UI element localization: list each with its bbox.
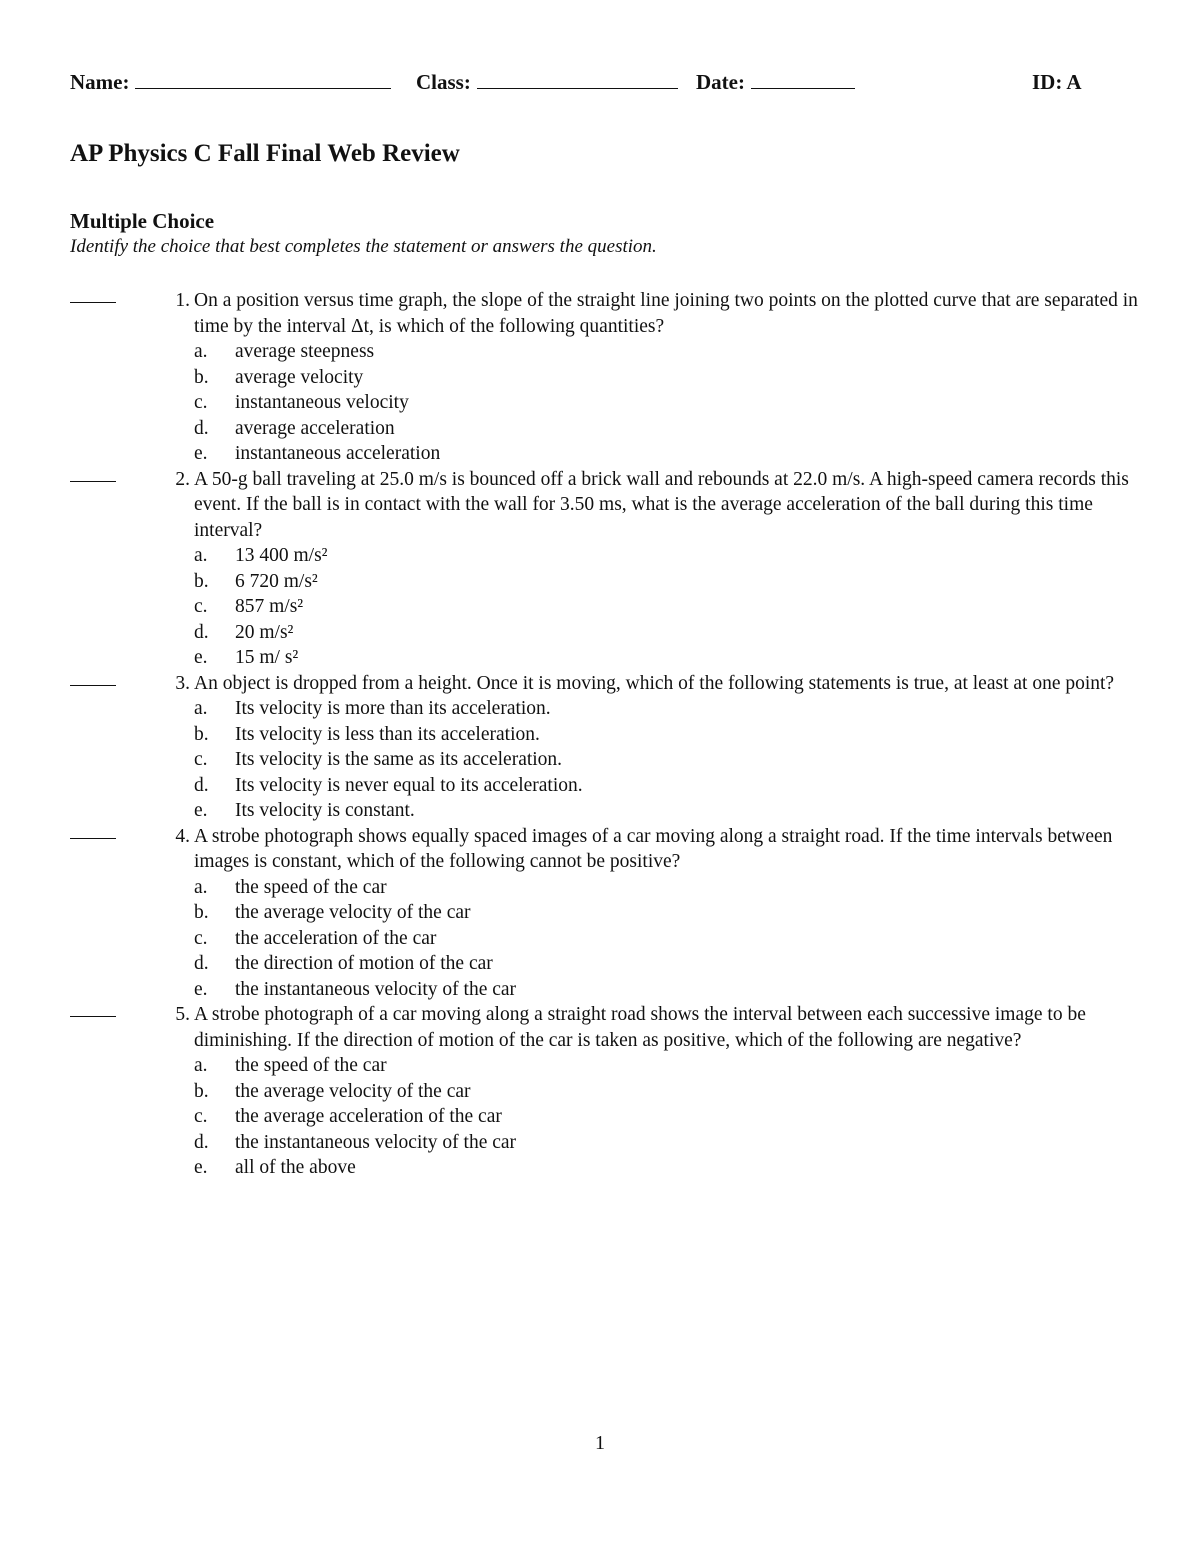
answer-choice: [194, 390, 1140, 416]
answer-choice: [194, 951, 1140, 977]
student-info-header: [70, 70, 1130, 100]
answer-blank[interactable]: [70, 302, 116, 303]
question-text: A strobe photograph of a car moving along a straight road shows the interval between each successive image to be diminishing. If the direction of motion of the car is taken as positive, which of the following are negative?: [194, 1004, 1086, 1051]
choice-letter: b.: [194, 902, 209, 923]
answer-choice: [194, 543, 1140, 569]
choice-text: the average acceleration of the car: [235, 1106, 502, 1127]
choice-letter: b.: [194, 570, 209, 592]
choice-text: 13 400 m/s²: [235, 545, 328, 566]
choice-letter: a.: [194, 1055, 208, 1076]
choice-text: the average velocity of the car: [235, 1080, 471, 1102]
answer-choice: [194, 365, 1140, 391]
choice-text: Its velocity is less than its acceleration.: [235, 723, 540, 745]
name-blank[interactable]: [135, 72, 391, 89]
choice-letter: c.: [194, 749, 208, 770]
choice-letter: d.: [194, 1131, 209, 1153]
choice-letter: d.: [194, 953, 209, 974]
question-number: 2.: [175, 468, 190, 490]
answer-blank[interactable]: [70, 838, 116, 839]
id-label: ID: A: [1032, 70, 1082, 94]
question-text: An object is dropped from a height. Once it is moving, which of the following statements is true, at least at one point?: [194, 672, 1115, 694]
choice-text: the acceleration of the car: [235, 927, 437, 949]
answer-choice: [194, 977, 1140, 1003]
answer-choice: [194, 722, 1140, 748]
answer-choice: [194, 1104, 1140, 1130]
page-number: 1: [595, 1432, 605, 1454]
question-item: [70, 824, 1140, 1003]
question-item: [70, 467, 1140, 671]
answer-choice: [194, 569, 1140, 595]
question-item: [70, 1002, 1140, 1181]
choice-list: [70, 339, 1140, 467]
date-field: [696, 70, 855, 95]
choice-letter: e.: [194, 443, 208, 464]
choice-text: Its velocity is more than its acceleration.: [235, 698, 551, 719]
name-label: Name:: [70, 70, 130, 94]
question-number: 4.: [175, 825, 190, 847]
choice-list: [70, 875, 1140, 1003]
answer-choice: [194, 1130, 1140, 1156]
question-number: 1.: [175, 290, 190, 311]
choice-letter: e.: [194, 1157, 208, 1178]
answer-choice: [194, 798, 1140, 824]
section-title: Multiple Choice: [70, 209, 215, 233]
choice-text: the speed of the car: [235, 1055, 387, 1076]
answer-choice: [194, 594, 1140, 620]
choice-text: the speed of the car: [235, 876, 387, 898]
choice-letter: c.: [194, 927, 208, 949]
choice-letter: a.: [194, 876, 208, 898]
choice-letter: b.: [194, 1080, 209, 1102]
choice-letter: a.: [194, 341, 208, 362]
choice-text: 15 m/ s²: [235, 647, 299, 668]
choice-letter: d.: [194, 417, 209, 439]
answer-choice: [194, 1155, 1140, 1181]
answer-choice: [194, 875, 1140, 901]
answer-choice: [194, 696, 1140, 722]
answer-choice: [194, 645, 1140, 671]
choice-text: average velocity: [235, 366, 364, 388]
class-label: Class:: [416, 70, 471, 94]
class-field: [416, 70, 678, 95]
question-text: A strobe photograph shows equally spaced images of a car moving along a straight road. If the time intervals between images is constant, which of the following cannot be positive?: [194, 825, 1113, 872]
choice-text: the average velocity of the car: [235, 902, 471, 923]
choice-text: average steepness: [235, 341, 375, 362]
choice-letter: c.: [194, 596, 208, 617]
date-blank[interactable]: [751, 72, 855, 89]
choice-letter: e.: [194, 647, 208, 668]
question-item: [70, 288, 1140, 467]
answer-blank[interactable]: [70, 685, 116, 686]
class-blank[interactable]: [477, 72, 678, 89]
choice-text: the instantaneous velocity of the car: [235, 1131, 517, 1153]
answer-choice: [194, 747, 1140, 773]
choice-text: 20 m/s²: [235, 621, 294, 643]
answer-choice: [194, 441, 1140, 467]
choice-text: Its velocity is never equal to its acceleration.: [235, 774, 583, 796]
name-field: [70, 70, 391, 95]
choice-letter: e.: [194, 978, 208, 1000]
choice-letter: d.: [194, 774, 209, 796]
question-item: [70, 671, 1140, 824]
choice-letter: d.: [194, 621, 209, 643]
question-number: 3.: [175, 672, 190, 694]
answer-choice: [194, 773, 1140, 799]
answer-choice: [194, 1053, 1140, 1079]
answer-choice: [194, 1079, 1140, 1105]
answer-blank[interactable]: [70, 1016, 116, 1017]
choice-text: the instantaneous velocity of the car: [235, 978, 517, 1000]
choice-text: Its velocity is constant.: [235, 800, 415, 821]
choice-letter: b.: [194, 723, 209, 745]
choice-text: all of the above: [235, 1157, 356, 1178]
answer-blank[interactable]: [70, 481, 116, 482]
choice-list: [70, 696, 1140, 824]
choice-list: [70, 1053, 1140, 1181]
answer-choice: [194, 416, 1140, 442]
choice-letter: a.: [194, 698, 208, 719]
choice-letter: b.: [194, 366, 209, 388]
date-label: Date:: [696, 70, 745, 94]
choice-letter: e.: [194, 800, 208, 821]
choice-text: Its velocity is the same as its acceleration.: [235, 749, 563, 770]
answer-choice: [194, 339, 1140, 365]
question-text: A 50-g ball traveling at 25.0 m/s is bounced off a brick wall and rebounds at 22.0 m/s. A high-speed camera records this event. If the ball is in contact with the wall for 3.50 ms, what is the average acceleration of the ball during this time interval?: [194, 468, 1129, 541]
answer-choice: [194, 926, 1140, 952]
choice-text: instantaneous velocity: [235, 392, 409, 413]
question-text: On a position versus time graph, the slope of the straight line joining two points on the plotted curve that are separated in time by the interval Δt, is which of the following quantities?: [194, 290, 1138, 337]
answer-choice: [194, 620, 1140, 646]
choice-letter: a.: [194, 545, 208, 566]
page-title: AP Physics C Fall Final Web Review: [70, 140, 460, 167]
choice-letter: c.: [194, 1106, 208, 1127]
choice-text: 6 720 m/s²: [235, 570, 318, 592]
section-instructions: Identify the choice that best completes the statement or answers the question.: [70, 236, 657, 257]
answer-choice: [194, 900, 1140, 926]
choice-text: average acceleration: [235, 417, 395, 439]
question-list: [70, 288, 1140, 1181]
choice-text: instantaneous acceleration: [235, 443, 441, 464]
choice-text: the direction of motion of the car: [235, 953, 493, 974]
choice-letter: c.: [194, 392, 208, 413]
question-number: 5.: [175, 1004, 190, 1025]
choice-list: [70, 543, 1140, 671]
choice-text: 857 m/s²: [235, 596, 304, 617]
